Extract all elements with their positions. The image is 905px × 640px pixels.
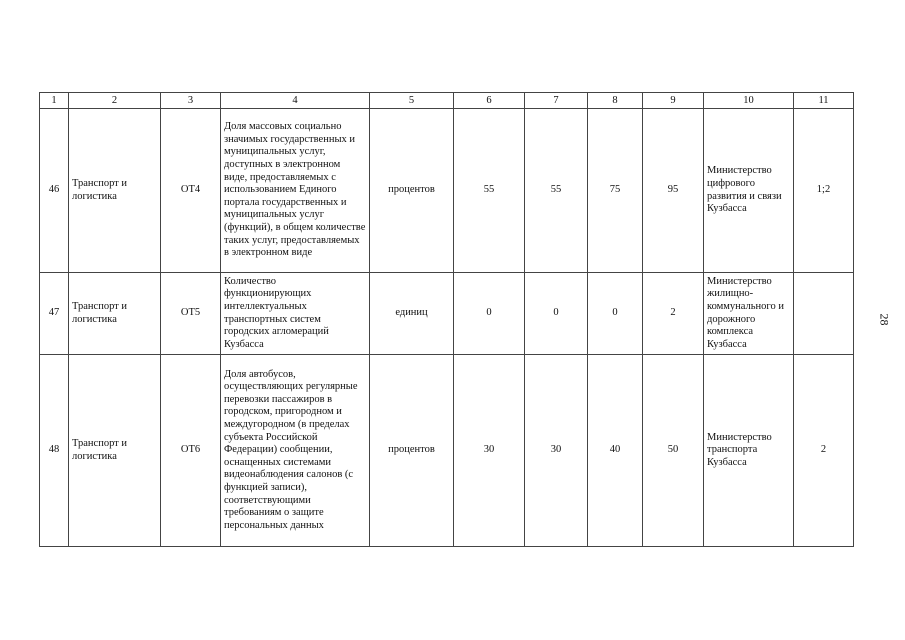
- header-cell: 6: [454, 93, 525, 109]
- value-cell: 0: [525, 273, 588, 355]
- table-row: [40, 109, 854, 273]
- header-cell: 8: [588, 93, 643, 109]
- responsible-cell: Министерство цифрового развития и связи Кузбасса: [704, 109, 794, 273]
- value-cell: 2: [643, 273, 704, 355]
- header-cell: 5: [370, 93, 454, 109]
- header-cell: 11: [794, 93, 854, 109]
- area-cell: Транспорт и логистика: [69, 109, 161, 273]
- header-cell: 10: [704, 93, 794, 109]
- responsible-cell: Министерство транспорта Кузбасса: [704, 355, 794, 547]
- table-row: [40, 273, 854, 355]
- indicator-cell: Доля массовых социально значимых государственных и муниципальных услуг, доступных в электронном виде, предоставляемых с использованием Единого портала государственных и муниципальных услуг (функций), в общем количестве таких услуг, предоставляемых в электронном виде: [221, 109, 370, 273]
- unit-cell: процентов: [370, 109, 454, 273]
- indicator-cell: Количество функционирующих интеллектуальных транспортных систем городских агломераций Кузбасса: [221, 273, 370, 355]
- header-cell: 9: [643, 93, 704, 109]
- value-cell: 0: [454, 273, 525, 355]
- value-cell: 50: [643, 355, 704, 547]
- indicators-table: [39, 92, 854, 547]
- value-cell: 75: [588, 109, 643, 273]
- header-row: [40, 93, 854, 109]
- code-cell: ОТ4: [161, 109, 221, 273]
- value-cell: 40: [588, 355, 643, 547]
- value-cell: 30: [454, 355, 525, 547]
- responsible-cell: Министерство жилищно-коммунального и дорожного комплекса Кузбасса: [704, 273, 794, 355]
- header-cell: 4: [221, 93, 370, 109]
- header-cell: 1: [40, 93, 69, 109]
- value-cell: 95: [643, 109, 704, 273]
- page-number: 28: [877, 313, 892, 326]
- value-cell: 30: [525, 355, 588, 547]
- row-number: 46: [40, 109, 69, 273]
- table-row: [40, 355, 854, 547]
- value-cell: 0: [588, 273, 643, 355]
- header-cell: 7: [525, 93, 588, 109]
- code-cell: ОТ5: [161, 273, 221, 355]
- indicator-cell: Доля автобусов, осуществляющих регулярные перевозки пассажиров в городском, пригородном и междугородном (в пределах субъекта Российской Федерации) сообщении, оснащенных системами видеонаблюдения салонов (с функцией записи), соответствующими требованиям о защите персональных данных: [221, 355, 370, 547]
- header-cell: 2: [69, 93, 161, 109]
- value-cell: 55: [454, 109, 525, 273]
- code-cell: ОТ6: [161, 355, 221, 547]
- header-cell: 3: [161, 93, 221, 109]
- unit-cell: процентов: [370, 355, 454, 547]
- value-cell: 55: [525, 109, 588, 273]
- area-cell: Транспорт и логистика: [69, 355, 161, 547]
- row-number: 48: [40, 355, 69, 547]
- column-11-cell: 2: [794, 355, 854, 547]
- unit-cell: единиц: [370, 273, 454, 355]
- column-11-cell: 1;2: [794, 109, 854, 273]
- column-11-cell: [794, 273, 854, 355]
- row-number: 47: [40, 273, 69, 355]
- area-cell: Транспорт и логистика: [69, 273, 161, 355]
